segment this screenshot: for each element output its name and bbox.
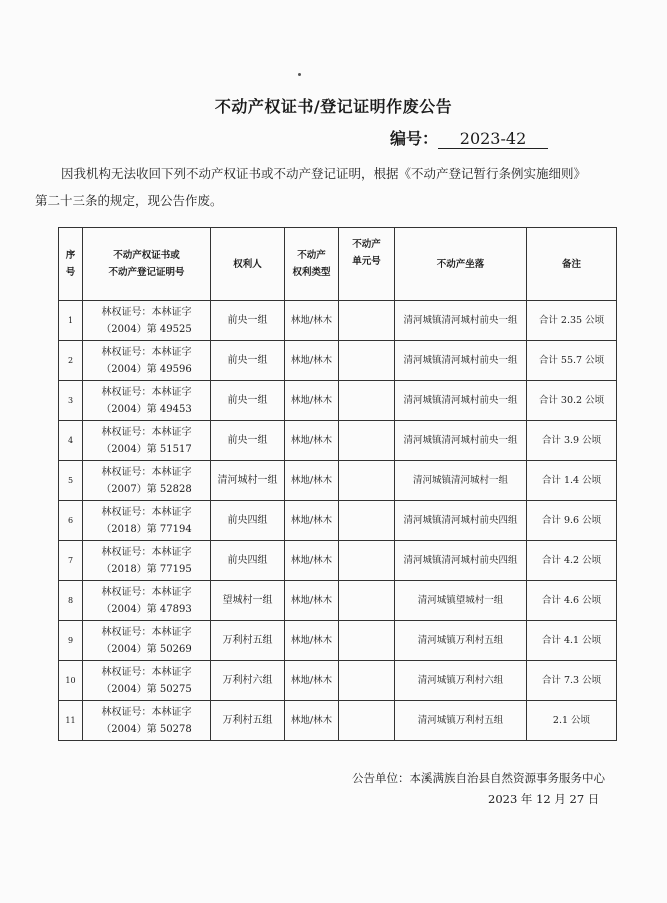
issuer: 公告单位：本溪满族自治县自然资源事务服务中心 <box>352 771 605 785</box>
row-right-type: 林地/林木 <box>285 461 339 501</box>
row-location: 清河城镇清河城村前央一组 <box>395 381 527 421</box>
row-unit <box>339 541 395 581</box>
row-note: 合计 30.2 公顷 <box>527 381 617 421</box>
row-note: 合计 55.7 公顷 <box>527 341 617 381</box>
row-location: 清河城镇望城村一组 <box>395 581 527 621</box>
row-no: 5 <box>59 461 83 501</box>
header-no: 序号 <box>59 228 83 301</box>
row-unit <box>339 381 395 421</box>
scan-mark-dot <box>298 73 301 76</box>
row-location: 清河城镇万利村五组 <box>395 701 527 741</box>
table-row <box>59 581 617 621</box>
table-row <box>59 621 617 661</box>
row-right-type: 林地/林木 <box>285 301 339 341</box>
serial-label: 编号： <box>390 129 439 148</box>
row-owner: 前央一组 <box>211 381 285 421</box>
row-right-type: 林地/林木 <box>285 421 339 461</box>
table-row <box>59 461 617 501</box>
row-cert: 林权证号：本林证字（2004）第 49453 <box>83 381 211 421</box>
row-unit <box>339 581 395 621</box>
row-no: 9 <box>59 621 83 661</box>
row-note: 合计 4.1 公顷 <box>527 621 617 661</box>
row-right-type: 林地/林木 <box>285 541 339 581</box>
row-owner: 万利村五组 <box>211 701 285 741</box>
row-no: 10 <box>59 661 83 701</box>
row-note: 合计 4.2 公顷 <box>527 541 617 581</box>
row-owner: 望城村一组 <box>211 581 285 621</box>
row-note: 合计 1.4 公顷 <box>527 461 617 501</box>
row-unit <box>339 461 395 501</box>
row-owner: 前央一组 <box>211 421 285 461</box>
table-row <box>59 501 617 541</box>
row-cert: 林权证号：本林证字（2004）第 50278 <box>83 701 211 741</box>
row-note: 合计 7.3 公顷 <box>527 661 617 701</box>
row-note: 合计 3.9 公顷 <box>527 421 617 461</box>
invalidation-table <box>58 227 617 741</box>
table-row <box>59 421 617 461</box>
intro-paragraph <box>35 160 635 214</box>
row-no: 8 <box>59 581 83 621</box>
header-owner: 权利人 <box>211 228 285 301</box>
serial-number <box>390 126 548 149</box>
row-right-type: 林地/林木 <box>285 341 339 381</box>
issue-date: 2023 年 12 月 27 日 <box>488 792 600 806</box>
row-cert: 林权证号：本林证字（2004）第 49596 <box>83 341 211 381</box>
row-right-type: 林地/林木 <box>285 581 339 621</box>
table-row <box>59 701 617 741</box>
row-note: 合计 9.6 公顷 <box>527 501 617 541</box>
row-location: 清河城镇清河城村一组 <box>395 461 527 501</box>
row-owner: 前央一组 <box>211 341 285 381</box>
document-title: 不动产权证书/登记证明作废公告 <box>214 97 453 116</box>
row-no: 6 <box>59 501 83 541</box>
row-note: 合计 4.6 公顷 <box>527 581 617 621</box>
row-location: 清河城镇清河城村前央一组 <box>395 341 527 381</box>
row-cert: 林权证号：本林证字（2018）第 77195 <box>83 541 211 581</box>
table-header-row <box>59 228 617 301</box>
table-row <box>59 301 617 341</box>
row-no: 4 <box>59 421 83 461</box>
row-owner: 前央四组 <box>211 541 285 581</box>
row-location: 清河城镇清河城村前央一组 <box>395 421 527 461</box>
row-location: 清河城镇万利村五组 <box>395 621 527 661</box>
table-row <box>59 541 617 581</box>
row-unit <box>339 341 395 381</box>
row-right-type: 林地/林木 <box>285 701 339 741</box>
row-unit <box>339 421 395 461</box>
table-row <box>59 661 617 701</box>
row-owner: 前央一组 <box>211 301 285 341</box>
row-location: 清河城镇清河城村前央四组 <box>395 541 527 581</box>
row-note: 合计 2.35 公顷 <box>527 301 617 341</box>
row-owner: 清河城村一组 <box>211 461 285 501</box>
header-right-type <box>285 228 339 301</box>
header-right-type-text: 不动产 权利类型 <box>292 250 331 278</box>
row-cert: 林权证号：本林证字（2004）第 51517 <box>83 421 211 461</box>
row-no: 7 <box>59 541 83 581</box>
row-no: 3 <box>59 381 83 421</box>
serial-value: 2023-42 <box>438 129 548 149</box>
row-note: 2.1 公顷 <box>527 701 617 741</box>
row-location: 清河城镇万利村六组 <box>395 661 527 701</box>
row-cert: 林权证号：本林证字（2004）第 47893 <box>83 581 211 621</box>
row-unit <box>339 661 395 701</box>
intro-line-1: 因我机构无法收回下列不动产权证书或不动产登记证明，根据《不动产登记暂行条例实施细则》 <box>61 166 587 181</box>
row-right-type: 林地/林木 <box>285 621 339 661</box>
row-owner: 万利村六组 <box>211 661 285 701</box>
header-cert-text: 不动产权证书或 不动产登记证明号 <box>108 250 185 278</box>
row-right-type: 林地/林木 <box>285 501 339 541</box>
row-right-type: 林地/林木 <box>285 661 339 701</box>
row-location: 清河城镇清河城村前央四组 <box>395 501 527 541</box>
table-row <box>59 381 617 421</box>
row-cert: 林权证号：本林证字（2004）第 50275 <box>83 661 211 701</box>
header-note: 备注 <box>527 228 617 301</box>
row-unit <box>339 701 395 741</box>
row-cert: 林权证号：本林证字（2004）第 49525 <box>83 301 211 341</box>
row-cert: 林权证号：本林证字（2004）第 50269 <box>83 621 211 661</box>
row-cert: 林权证号：本林证字（2007）第 52828 <box>83 461 211 501</box>
row-right-type: 林地/林木 <box>285 381 339 421</box>
row-no: 11 <box>59 701 83 741</box>
header-unit <box>339 228 395 301</box>
row-owner: 前央四组 <box>211 501 285 541</box>
row-owner: 万利村五组 <box>211 621 285 661</box>
row-no: 1 <box>59 301 83 341</box>
header-location: 不动产坐落 <box>395 228 527 301</box>
row-cert: 林权证号：本林证字（2018）第 77194 <box>83 501 211 541</box>
intro-line-2: 第二十三条的规定，现公告作废。 <box>35 193 223 208</box>
row-unit <box>339 621 395 661</box>
table-body <box>59 301 617 741</box>
table-row <box>59 341 617 381</box>
row-unit <box>339 501 395 541</box>
row-no: 2 <box>59 341 83 381</box>
row-unit <box>339 301 395 341</box>
header-cert <box>83 228 211 301</box>
header-unit-text: 不动产 单元号 <box>352 239 381 267</box>
row-location: 清河城镇清河城村前央一组 <box>395 301 527 341</box>
